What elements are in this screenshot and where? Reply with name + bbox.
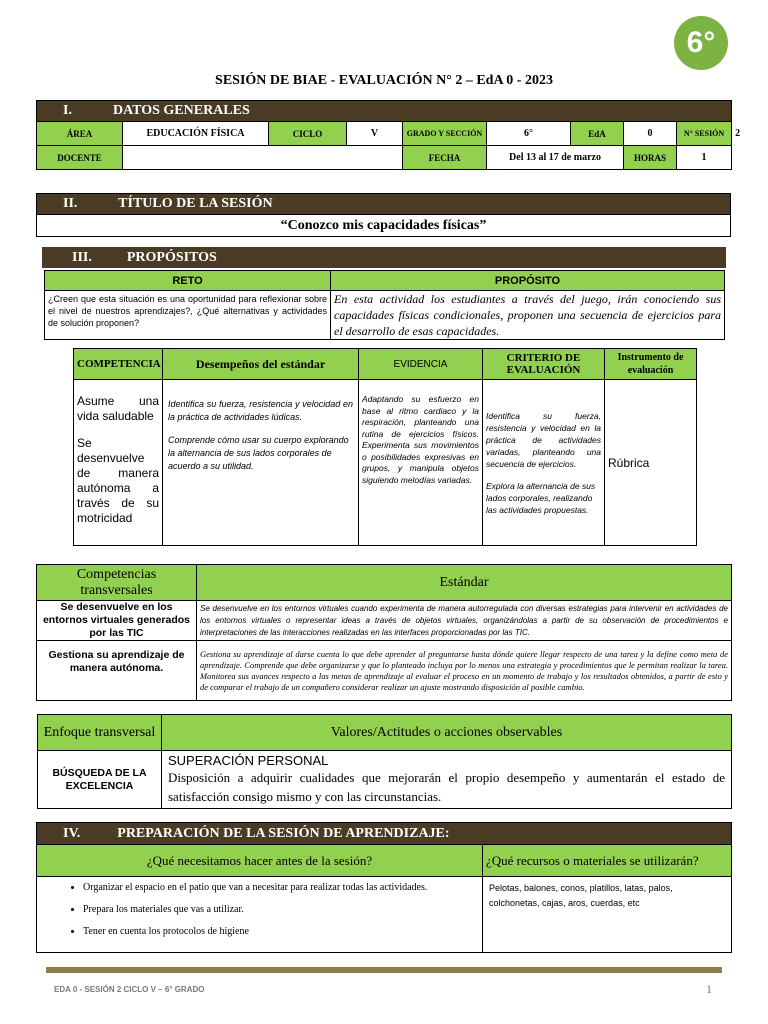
propositos-table (44, 270, 725, 340)
instrumento-header: Instrumento de evaluación (605, 349, 697, 380)
section-title: TÍTULO DE LA SESIÓN (118, 196, 273, 211)
enfoque-name: BÚSQUEDA DE LA EXCELENCIA (38, 751, 162, 809)
section-number: III. (72, 250, 92, 265)
evidencia-header: EVIDENCIA (359, 349, 483, 380)
section-ii-header (37, 194, 731, 215)
document-title: SESIÓN DE BIAE - EVALUACIÓN N° 2 – EdA 0 - 2023 (215, 73, 553, 88)
valor-title: SUPERACIÓN PERSONAL (168, 753, 329, 768)
docente-value (123, 146, 403, 170)
recursos-header: ¿Qué recursos o materiales se utilizarán? (483, 845, 732, 877)
ciclo-label: CICLO (269, 122, 347, 146)
enfoque-header: Enfoque transversal (38, 715, 162, 751)
proposito-label: PROPÓSITO (331, 271, 725, 291)
section-title: PREPARACIÓN DE LA SESIÓN DE APRENDIZAJE: (117, 825, 450, 841)
transversal-comp-2: Gestiona su aprendizaje de manera autónoma. (37, 641, 197, 701)
fecha-value: Del 13 al 17 de marzo (487, 146, 624, 170)
list-item: • Organizar el espacio en el patio que van a necesitar para realizar todas las actividades. (83, 881, 474, 895)
area-label: ÁREA (37, 122, 123, 146)
estandar-header: Estándar (197, 565, 732, 601)
preparacion-table (36, 822, 732, 953)
transversales-header: Competencias transversales (37, 565, 197, 601)
transversal-comp-1: Se desenvuelve en los entornos virtuales generados por las TIC (37, 601, 197, 641)
section-iii-header (42, 247, 726, 268)
section-i-header (37, 101, 732, 122)
grade-badge (674, 16, 728, 70)
instrumento-value: Rúbrica (605, 380, 697, 546)
desempenos-cell (163, 380, 359, 546)
preparation-list (65, 881, 474, 939)
titulo-sesion-table (36, 193, 731, 237)
section-title: DATOS GENERALES (112, 103, 250, 118)
section-number: IV. (63, 825, 81, 841)
desempeno-a: Identifica su fuerza, resistencia y velocidad en la práctica de actividades lúdicas. (168, 399, 353, 422)
desempeno-b: Comprende cómo usar su cuerpo explorando la alternancia de sus lados corporales de acuerdo a su utilidad. (168, 435, 349, 471)
fecha-label: FECHA (403, 146, 487, 170)
transversal-std-2: Gestiona su aprendizaje al darse cuenta lo que debe aprender al preguntarse hasta dónde quiere llegar respecto de una tarea y la define como meta de aprendizaje. Comprende que debe organizarse y que lo planteado incluya por lo menos una estrategia y procedimientos que le permitan realizar la tarea. Monitorea sus avances respecto a las metas de aprendizaje al evaluar el proceso en un momento de trabajo y los resultados obtenidos, a partir de esto y de comparar el trabajo de un compañero considerar realizar un ajuste mostrando disposición al posible cambio. (197, 641, 732, 701)
eda-label: EdA (571, 122, 624, 146)
area-value: EDUCACIÓN FÍSICA (123, 122, 269, 146)
evidencia-text: Adaptando su esfuerzo en base al ritmo cardiaco y la respiración, planteando una rutina de ejercicios físicos. Experimenta sus movimientos o posibilidades expresivas en grupos, y manipula objetos siguiendo melodías variadas. (359, 380, 483, 546)
section-number: I. (63, 103, 72, 118)
grado-value: 6° (487, 122, 571, 146)
section-number: II. (63, 196, 78, 211)
ciclo-value: V (347, 122, 403, 146)
docente-label: DOCENTE (37, 146, 123, 170)
list-item: • Prepara los materiales que vas a utilizar. (83, 903, 474, 917)
criterio-a: Identifica su fuerza, resistencia y velocidad en la práctica de actividades variadas, planteando una secuencia de ejercicios. (486, 411, 601, 469)
footer-divider (46, 967, 722, 973)
grado-label: GRADO Y SECCIÓN (403, 122, 487, 146)
section-iv-header (37, 823, 732, 845)
list-item: • Tener en cuenta los protocolos de higiene (83, 925, 474, 939)
footer-label: EDA 0 - SESIÓN 2 CICLO V – 6° GRADO (54, 985, 205, 994)
criterio-cell (483, 380, 605, 546)
page-number: 1 (706, 982, 712, 996)
antes-header: ¿Qué necesitamos hacer antes de la sesión? (37, 845, 483, 877)
enfoque-transversal-table (37, 714, 732, 809)
proposito-text: En esta actividad los estudiantes a través del juego, irán conociendo sus capacidades físicas condicionales, proponen una secuencia de ejercicios para el desarrollo de esas capacidades. (331, 291, 725, 340)
horas-value: 1 (677, 146, 732, 170)
competencia-b: Se desenvuelve de manera autónoma a través de su motricidad (77, 436, 159, 525)
competencia-header: COMPETENCIA (74, 349, 163, 380)
antes-cell (37, 877, 483, 953)
reto-text: ¿Creen que esta situación es una oportunidad para reflexionar sobre el nivel de nuestros aprendizajes?, ¿Qué alternativas y actividades de solución proponen? (45, 291, 331, 340)
transversal-std-1: Se desenvuelve en los entornos virtuales cuando experimenta de manera autorregulada con diversas estrategias para intervenir en actividades de los entornos virtuales o representar ideas a través de objetos virtuales, organizándolas a partir de su observación de procedimientos e interpretaciones de las interacciones realizadas en las interfaces proporcionadas por las TIC. (197, 601, 732, 641)
valores-cell (162, 751, 732, 809)
competencias-transversales-table (36, 564, 732, 701)
session-title-value: “Conozco mis capacidades físicas” (37, 215, 731, 237)
desempenos-header: Desempeños del estándar (163, 349, 359, 380)
criterio-header: CRITERIO DE EVALUACIÓN (483, 349, 605, 380)
competencia-a: Asume una vida saludable (77, 394, 159, 423)
section-title: PROPÓSITOS (126, 250, 217, 265)
horas-label: HORAS (624, 146, 677, 170)
nsesion-label: N° SESIÓN (677, 122, 732, 146)
eda-value: 0 (624, 122, 677, 146)
badge-text: 6° (686, 26, 716, 59)
datos-generales-table: I. DATOS GENERALES ÁREA EDUCACIÓN FÍSICA CICLO V GRADO Y SECCIÓN 6° EdA 0 N° SESIÓN 2 DOCENTE FECHA Del 13 al 17 de marzo HORAS 1 (36, 100, 732, 170)
competencia-cell (74, 380, 163, 546)
competencias-table (73, 348, 697, 546)
criterio-b: Explora la alternancia de sus lados corporales, realizando las actividades propuestas. (486, 481, 596, 515)
valor-desc: Disposición a adquirir cualidades que mejorarán el propio desempeño y aumentarán el estado de satisfacción consigo mismo y con las circunstancias. (168, 770, 725, 804)
recursos-text: Pelotas, balones, conos, platillos, latas, palos, colchonetas, cajas, aros, cuerdas, etc (483, 877, 732, 953)
reto-label: RETO (45, 271, 331, 291)
valores-header: Valores/Actitudes o acciones observables (162, 715, 732, 751)
